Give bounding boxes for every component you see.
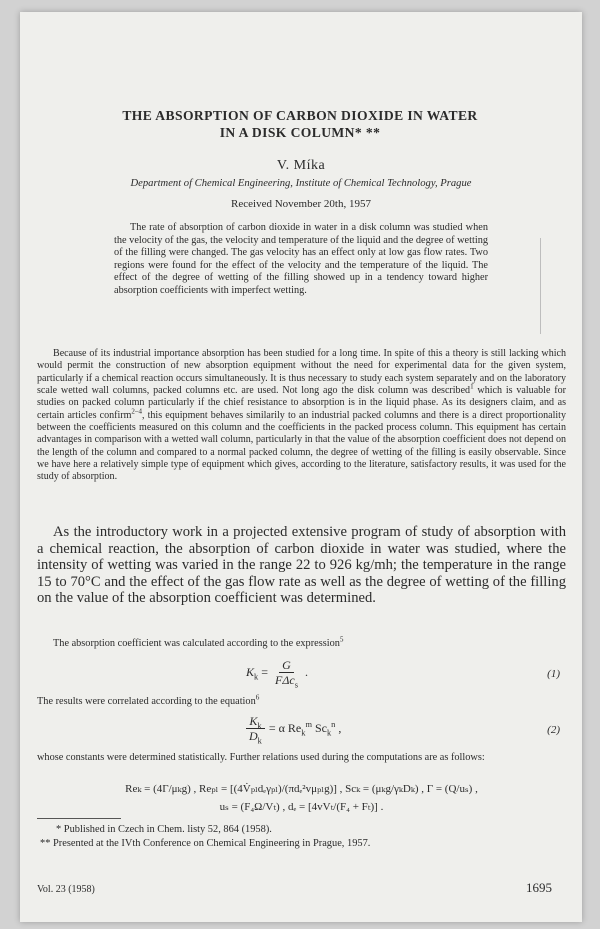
page-number: 1695 bbox=[526, 880, 552, 895]
p3-text: The absorption coefficient was calculated according to the expression bbox=[53, 638, 340, 649]
p4-text: The results were correlated according to the equation bbox=[37, 696, 256, 707]
title-line-2: IN A DISK COLUMN* ** bbox=[219, 125, 381, 140]
ref-1: 1 bbox=[470, 382, 474, 391]
eq2-number: (2) bbox=[547, 724, 560, 736]
ref-5: 5 bbox=[339, 635, 344, 644]
author: V. Míka bbox=[276, 158, 326, 173]
body-paragraph-3 bbox=[37, 635, 566, 651]
paper-page bbox=[20, 12, 582, 922]
eq2-rhs: = α $Re_k^m$ $Sc_k^n$ , bbox=[268, 720, 342, 738]
p1-text-c: , this equipment behaves similarily to an industrial packed columns and there is a direct proportionality between the coefficients measured on this column and the coefficients in the packed process column. This equipment has certain advantages in comparison with a wetted wall column, particularly in that the value of the absorption coefficient does not depend on the length of the column and compared to a normal packed column, the degree of wetting of the filling is easily observable. Since we have here a relatively simple type of equipment which gives, according to the literature, satisfactory results, it was used for the study of absorption. bbox=[37, 409, 566, 483]
equation-2 bbox=[20, 712, 582, 748]
equation-1: $K_k$ = $\frac{G}{F\Delta c_s}$ . (1) bbox=[246, 658, 560, 690]
p1-text-b: which is valuable for studies on packed column particularly if the chief resistance to absorption is in the liquid phase. As its designers claim, and as certain articles confirm bbox=[37, 385, 567, 421]
abstract-margin-rule bbox=[540, 238, 541, 334]
ref-2-4: 2–4 bbox=[131, 407, 142, 416]
body-paragraph-1 bbox=[37, 348, 566, 484]
relations-line-1: Reₖ = (4Γ/μₖg) , Reₚₗ = [(4V̇ₚₗdₑγₚₗ)/(πdₑ²vμₚₗg)] , Scₖ = (μₖg/γₖDₖ) , Γ = (Q/uₛ) , bbox=[125, 783, 478, 795]
body-paragraph-5: whose constants were determined statistically. Further relations used during the computations are as follows: bbox=[37, 752, 485, 763]
eq1-number: (1) bbox=[547, 668, 560, 680]
abstract: The rate of absorption of carbon dioxide in water in a disk column was studied when the velocity of the gas, the velocity and temperature of the liquid and the degree of wetting of the filling were changed. The gas velocity has an effect only at low gas flow rates. Two regions were found for the effect of the velocity and the temperature of the liquid. The effect of the degree of wetting of the filling showed up in a tendency toward higher absorption coefficients with imperfect wetting. bbox=[114, 222, 488, 296]
eq1-fraction: $\frac{G}{F\Delta c_s}$ bbox=[274, 658, 298, 690]
journal-volume: Vol. 23 (1958) bbox=[37, 884, 95, 895]
p1-text-a: Because of its industrial importance absorption has been studied for a long time. In spite of this a theory is still lacking which would permit the construction of new absorption equipment without the need for experimental data for the given system, particularly if a chemical reaction occurs simultaneously. It is thus necessary to study each system separately and on the laboratory scale wetted wall columns, packed columns etc. are used. Not long ago the disk column was described bbox=[37, 348, 566, 397]
body-paragraph-4 bbox=[37, 693, 566, 709]
eq2-fraction: $\frac{K_k}{D_k}$ bbox=[246, 714, 265, 743]
body-paragraph-2: As the introductory work in a projected extensive program of study of absorption with a chemical reaction, the absorption of carbon dioxide in water was studied, where the intensity of wetting was varied in the range 22 to 926 kg/mh; the temperature in the range 15 to 70°C and the effect of the gas flow rate as well as the degree of wetting of the filling on the value of the absorption coefficient was determined. bbox=[37, 524, 566, 607]
ref-6: 6 bbox=[255, 693, 260, 702]
received-date: Received November 20th, 1957 bbox=[231, 198, 371, 210]
footnote-1: * Published in Czech in Chem. listy 52, 864 (1958). bbox=[56, 824, 272, 835]
department: Department of Chemical Engineering, Institute of Chemical Technology, Prague bbox=[130, 178, 472, 189]
article-title bbox=[90, 107, 510, 141]
footnote-2: ** Presented at the IVth Conference on Chemical Engineering in Prague, 1957. bbox=[40, 838, 371, 849]
eq1-lhs: $K_k$ = bbox=[246, 665, 268, 682]
footnote-rule bbox=[37, 818, 121, 819]
title-line-1: THE ABSORPTION OF CARBON DIOXIDE IN WATER bbox=[122, 108, 478, 123]
relations-line-2: uₛ = (F₄Ω/Vₜ) , dₑ = [4vVₜ/(F₄ + Fₜ)] . bbox=[219, 801, 384, 813]
